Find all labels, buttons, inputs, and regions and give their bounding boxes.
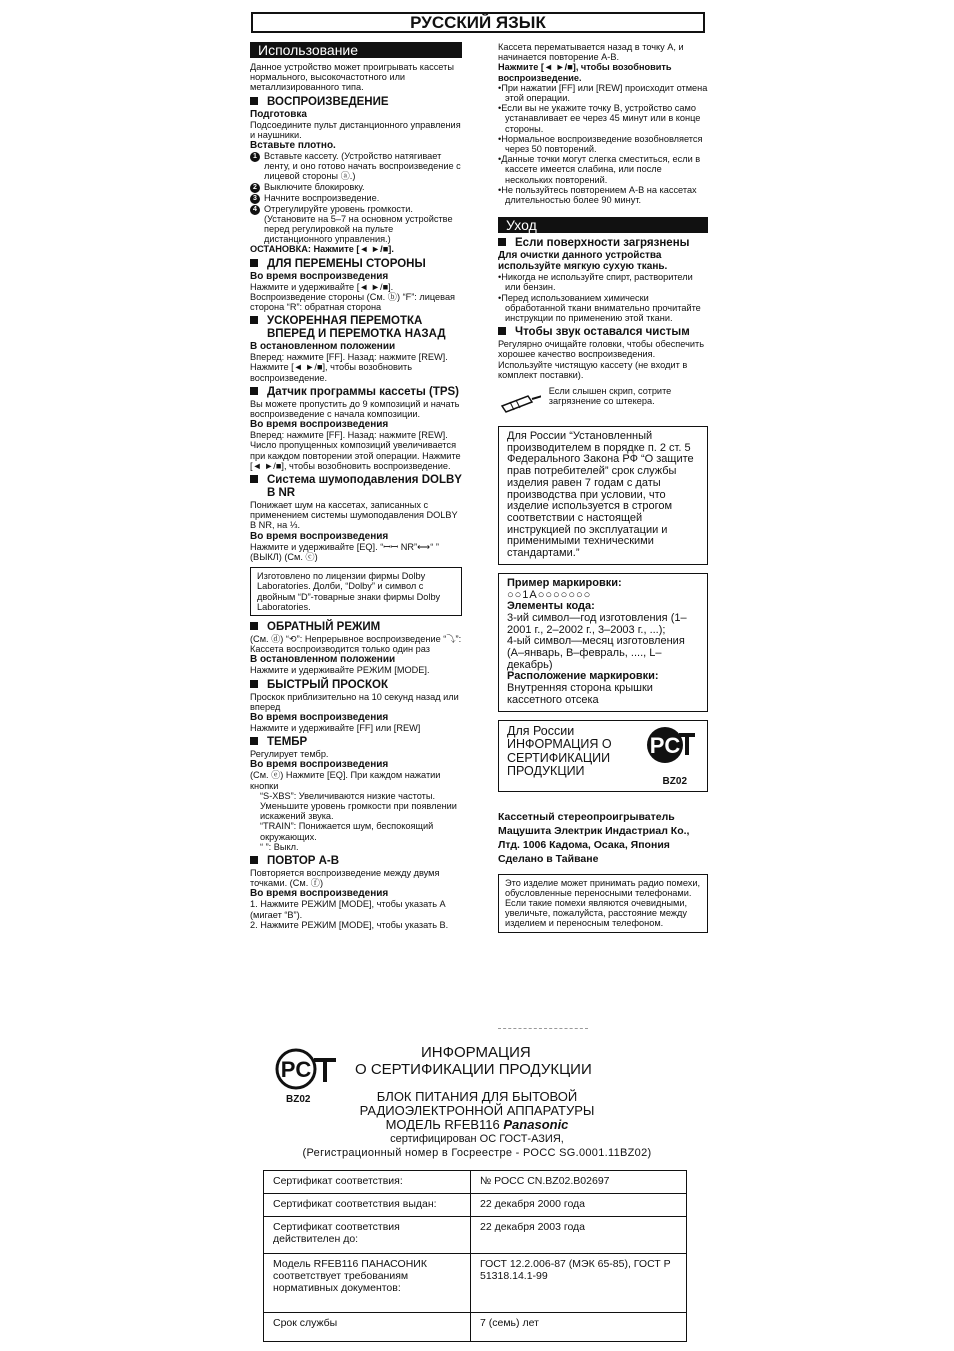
- code-year: 3-ий символ—год изготовления (1–2001 г., 2–2002 г., 3–2003 г., ...);: [507, 611, 687, 636]
- step-4: [250, 204, 462, 245]
- prep-label: Подготовка: [250, 108, 307, 120]
- cert-model-line: [252, 1118, 702, 1132]
- ab-note: •Не пользуйтесь повторением A-B на кассетах длительностью более 90 минут.: [498, 184, 697, 206]
- tps-text: Вы можете пропустить до 9 композиций и начать воспроизведение с начала композиции.: [250, 398, 460, 420]
- marking-box: [498, 573, 708, 712]
- cert-heading: [355, 1044, 635, 1078]
- side-text: Нажмите и удерживайте [◄ ►/■]. Воспроизведение стороны (См. ⓑ) “F”: лицевая сторона “R”: обратная сторона: [250, 281, 456, 313]
- place-text: Внутренняя сторона крышки кассетного отсека: [507, 682, 653, 706]
- tps-sub: Во время воспроизведения: [250, 419, 389, 431]
- dirty-note: •Никогда не используйте спирт, растворители или бензин.: [498, 272, 693, 293]
- heading-dolby: Система шумоподавления DOLBY B NR: [250, 474, 462, 500]
- tone-train: “TRAIN”: Понижается шум, беспокоящий окружающих.: [260, 821, 434, 842]
- left-column: [250, 42, 462, 930]
- cert-info-line1: Для России: [507, 723, 575, 738]
- step-number: 3: [250, 194, 260, 204]
- step-number: 4: [250, 205, 260, 215]
- heading-playback: ВОСПРОИЗВЕДЕНИЕ: [250, 96, 462, 109]
- place-label: Расположение маркировки:: [507, 670, 659, 683]
- marking-example: ○○1A○○○○○○○: [507, 588, 592, 601]
- svg-text:PC: PC: [280, 1057, 312, 1082]
- skip-sub: Во время воспроизведения: [250, 711, 389, 723]
- ab-note: •Данные точки могут слегка сместиться, если в кассете имеется слабина, или после нескольких повторений.: [498, 154, 701, 185]
- heading-tps: Датчик программы кассеты (TPS): [250, 386, 462, 399]
- tone-xbs: “S-XBS”: Увеличиваются низкие частоты. Уменьшите уровень громкости при появлении искажений звука.: [260, 790, 457, 822]
- cert-line-2: РАДИОЭЛЕКТРОННОЙ АППАРАТУРЫ: [359, 1103, 595, 1118]
- code-label: Элементы кода:: [507, 600, 595, 613]
- divider: [498, 1028, 588, 1029]
- heading-dirty: Если поверхности загрязнены: [498, 237, 708, 250]
- cert-line-4: сертифицирован ОС ГОСТ-АЗИЯ,: [390, 1133, 564, 1145]
- code-month: 4-ый символ—месяц изготовления (A–январь, B–февраль, ...., L–декабрь): [507, 635, 685, 671]
- cert-body: [252, 1090, 702, 1160]
- dirty-note: •Перед использованием химически обработанной ткани внимательно прочитайте инструкции по применению этой ткани.: [498, 292, 701, 324]
- step-text: Вставьте кассету. (Устройство натягивает ленту, и оно готово начать воспроизведение с лицевой стороны ⓐ.): [264, 151, 461, 182]
- table-cell: ГОСТ 12.2.006-87 (МЭК 65-85), ГОСТ Р 51318.14.1-99: [471, 1254, 687, 1313]
- side-sub: Во время воспроизведения: [250, 270, 389, 282]
- reverse-text: (См. ⓓ) “⟲”: Непрерывное воспроизведение “⤵”: Кассета воспроизводится только один раз: [250, 633, 462, 655]
- step-number: 1: [250, 152, 260, 162]
- plug-text: Если слышен скрип, сотрите загрязнение со штекера.: [548, 386, 672, 407]
- rst-logo-icon: [641, 725, 697, 769]
- reverse-sub: В остановленном положении: [250, 654, 396, 666]
- table-row: [264, 1171, 687, 1194]
- ffrew-sub: В остановленном положении: [250, 341, 396, 353]
- skip-text-2: Нажмите и удерживайте [FF] или [REW]: [250, 722, 421, 733]
- page-title: РУССКИЙ ЯЗЫК: [251, 12, 705, 33]
- step-3: [250, 193, 462, 204]
- table-cell: 22 декабря 2000 года: [471, 1194, 687, 1217]
- reverse-text-2: Нажмите и удерживайте РЕЖИМ [MODE].: [250, 665, 430, 676]
- skip-text: Проскок приблизительно на 10 секунд назад или вперед: [250, 691, 459, 712]
- table-row: [264, 1194, 687, 1217]
- table-cell: 22 декабря 2003 года: [471, 1217, 687, 1254]
- table-row: [264, 1313, 687, 1342]
- step-text: Отрегулируйте уровень громкости. (Установите на 5–7 на основном устройстве перед регулировкой на пульте дистанционного управления.): [264, 203, 453, 245]
- ab-step-2: 2. Нажмите РЕЖИМ [MODE], чтобы указать B.: [250, 919, 449, 930]
- table-cell: Сертификат соответствия:: [264, 1171, 471, 1194]
- step-number: 2: [250, 183, 260, 193]
- heading-side: ДЛЯ ПЕРЕМЕНЫ СТОРОНЫ: [250, 258, 462, 271]
- clean-text: Регулярно очищайте головки, чтобы обеспечить хорошее качество воспроизведения. Используйте чистящую кассету (не входит в комплект поставки).: [498, 339, 705, 380]
- table-cell: Сертификат соответствия выдан:: [264, 1194, 471, 1217]
- table-cell: Срок службы: [264, 1313, 471, 1342]
- tone-sub: Во время воспроизведения: [250, 759, 389, 771]
- tone-text-2: (См. ⓔ) Нажмите [EQ]. При каждом нажатии кнопки: [250, 770, 441, 791]
- step-2: [250, 182, 462, 193]
- marking-example-label: Пример маркировки:: [507, 576, 622, 589]
- cert-heading-2: О СЕРТИФИКАЦИИ ПРОДУКЦИИ: [355, 1061, 592, 1078]
- cert-info-line2: ИНФОРМАЦИЯ О СЕРТИФИКАЦИИ ПРОДУКЦИИ: [507, 737, 612, 779]
- dolby-license-box: Изготовлено по лицензии фирмы Dolby Laboratories. Долби, “Dolby” и символ с двойным “D”-товарные знаки фирмы Dolby Laboratories.: [250, 567, 462, 616]
- table-row: [264, 1254, 687, 1313]
- ab-step-1: 1. Нажмите РЕЖИМ [MODE], чтобы указать A (мигает “B”).: [250, 899, 446, 920]
- dolby-sub: Во время воспроизведения: [250, 530, 389, 542]
- ffrew-text: Вперед: нажмите [FF]. Назад: нажмите [REW]. Нажмите [◄ ►/■], чтобы возобновить воспроизведение.: [250, 352, 448, 383]
- table-row: [264, 1217, 687, 1254]
- table-cell: Модель RFEB116 ПАНАСОНИК соответствует требованиям нормативных документов:: [264, 1254, 471, 1313]
- cert-line-5: (Регистрационный номер в Госреестре - РОСС SG.0001.11BZ02): [302, 1147, 652, 1159]
- cert-line-1: БЛОК ПИТАНИЯ ДЛЯ БЫТОВОЙ: [376, 1089, 578, 1104]
- rst-logo-icon: [272, 1048, 342, 1092]
- step-text: Начните воспроизведение.: [264, 192, 380, 203]
- insert-label: Вставьте плотно.: [250, 140, 336, 152]
- dolby-text: Понижает шум на кассетах, записанных с применением системы шумоподавления DOLBY B NR, на ⅓.: [250, 500, 458, 531]
- cert-heading-1: ИНФОРМАЦИЯ: [421, 1044, 531, 1061]
- dirty-sub: Для очистки данного устройства используйте мягкую сухую ткань.: [498, 250, 668, 273]
- heading-skip: БЫСТРЫЙ ПРОСКОК: [250, 679, 462, 692]
- step-text: Выключите блокировку.: [264, 181, 365, 192]
- plug-icon: [498, 386, 541, 416]
- heading-tone: ТЕМБР: [250, 736, 462, 749]
- brand-logo: Panasonic: [503, 1117, 569, 1132]
- usage-intro: Данное устройство может проигрывать кассеты нормального, высокочастотного или металлизированного типа.: [250, 62, 454, 93]
- maker-info: Кассетный стереопроигрыватель Мацушита Электрик Индастриал Ко., Лтд. 1006 Кадома, Осака, Япония Сделано в Тайване: [498, 810, 690, 865]
- ab-resume: Нажмите [◄ ►/■], чтобы возобновить воспроизведение.: [498, 62, 672, 83]
- tps-text-2: Вперед: нажмите [FF]. Назад: нажмите [REW]. Число пропущенных композиций увеличивается при каждом повторении этой операции. Нажмите [◄ ►/■], чтобы возобновить воспроизведение.: [250, 430, 461, 471]
- section-band-usage: Использование: [250, 42, 462, 58]
- plug-tip: [498, 386, 708, 416]
- cert-info-box: [498, 720, 708, 792]
- prep-text: Подсоедините пульт дистанционного управления и наушники.: [250, 119, 461, 140]
- ab-note: •Если вы не укажите точку B, устройство само устанавливает ее через 45 минут или в конце стороны.: [498, 103, 701, 134]
- certificate-table: [263, 1170, 687, 1342]
- heading-ab: ПОВТОР A-B: [250, 855, 462, 868]
- radio-interference-box: Это изделие может принимать радио помехи, обусловленные переносными телефонами. Если такие помехи являются очевидными, увеличьте, пожалуйста, расстояние между изделием и переносным телефоном.: [498, 874, 708, 933]
- table-cell: Сертификат соответствия действителен до:: [264, 1217, 471, 1254]
- tone-off: “ ”: Выкл.: [260, 841, 299, 852]
- cert-logo-code: BZ02: [286, 1094, 311, 1105]
- ab-note: •Нормальное воспроизведение возобновляется через 50 повторений.: [498, 133, 703, 155]
- cert-info-code: BZ02: [662, 776, 687, 788]
- tone-text: Регулирует тембр.: [250, 749, 329, 760]
- heading-clean: Чтобы звук оставался чистым: [498, 326, 708, 339]
- table-cell: № РОСС CN.BZ02.B02697: [471, 1171, 687, 1194]
- section-band-care: Уход: [498, 217, 708, 233]
- cert-line-3: МОДЕЛЬ RFEB116: [385, 1117, 500, 1132]
- heading-ffrew: УСКОРЕННАЯ ПЕРЕМОТКА ВПЕРЕД И ПЕРЕМОТКА НАЗАД: [250, 315, 462, 341]
- table-cell: 7 (семь) лет: [471, 1313, 687, 1342]
- ab-text: Повторяется воспроизведение между двумя точками. (См. ⓕ): [250, 867, 440, 889]
- ab-continued: Кассета перематывается назад в точку A, и начинается повторение A-B.: [498, 42, 684, 63]
- stop-text: ОСТАНОВКА: Нажмите [◄ ►/■].: [250, 244, 394, 255]
- ab-note: •При нажатии [FF] или [REW] происходит отмена этой операции.: [498, 82, 708, 104]
- heading-reverse: ОБРАТНЫЙ РЕЖИМ: [250, 621, 462, 634]
- dolby-text-2: Нажмите и удерживайте [EQ]. “ꟷꟷ NR”⟷“ ” (ВЫКЛ) (См. ⓒ): [250, 541, 439, 562]
- right-column: [498, 42, 708, 938]
- svg-text:PC: PC: [649, 732, 681, 758]
- step-1: [250, 151, 462, 182]
- russia-service-box: Для России “Установленный производителем в порядке п. 2 ст. 5 Федерального Закона РФ “О защите прав потребителей” срок службы изделия равен 7 годам с даты производства при условии, что изделие используется в строгом соответствии с настоящей инструкцией по эксплуатации и применимыми техническими стандартами.”: [498, 426, 708, 565]
- ab-sub: Во время воспроизведения: [250, 888, 389, 900]
